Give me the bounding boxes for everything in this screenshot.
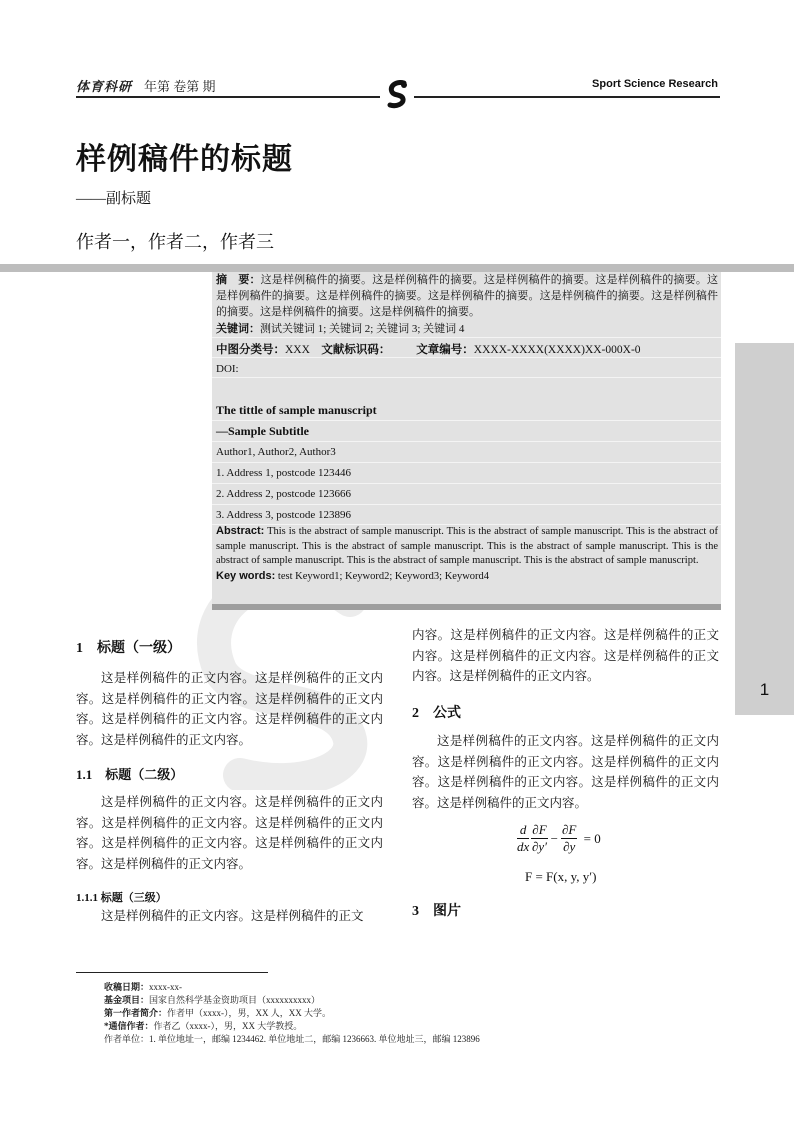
article-no-label: 文章编号： <box>416 344 474 356</box>
footnote-first-author: 第一作者简介：作者甲（xxxx-），男，XX 人，XX 大学。 <box>104 1008 332 1018</box>
en-address-3: 3. Address 3, postcode 123896 <box>216 509 352 521</box>
heading-3: 3 图片 <box>412 904 461 919</box>
page-title: 样例稿件的标题 <box>76 143 293 176</box>
body-paragraph-3: 这是样例稿件的正文内容。这是样例稿件的正文 <box>101 909 364 923</box>
author-list: 作者一，作者二，作者三 <box>76 232 274 252</box>
issue-info: 年第 卷第 期 <box>144 79 216 94</box>
en-address-1: 1. Address 1, postcode 123446 <box>216 467 352 479</box>
side-tab <box>735 343 794 715</box>
title-divider-band <box>0 264 794 272</box>
footnote-affiliation: 作者单位：1. 单位地址一，邮编 1234462. 单位地址二，邮编 1236663. 单位地址三，邮编 123896 <box>104 1034 480 1044</box>
footnote-corresponding: *通信作者：作者乙（xxxx-），男，XX 大学教授。 <box>104 1021 303 1031</box>
classification-line <box>216 342 718 358</box>
en-abstract <box>216 524 718 584</box>
footnote-received: 收稿日期：xxxx-xx- <box>104 982 183 992</box>
abstract-cn-label: 摘 要： <box>216 274 261 286</box>
body-paragraph-4: 这是样例稿件的正文内容。这是样例稿件的正文内容。这是样例稿件的正文内容。这是样例稿件的正文内容。这是样例稿件的正文内容。这是样例稿件的正文内容。这是样例稿件的正文内容。 <box>412 734 719 810</box>
en-subtitle: —Sample Subtitle <box>216 424 310 438</box>
en-authors: Author1, Author2, Author3 <box>216 446 336 458</box>
en-keywords: test Keyword1; Keyword2; Keyword3; Keyword4 <box>275 570 490 582</box>
body-paragraph-1: 这是样例稿件的正文内容。这是样例稿件的正文内容。这是样例稿件的正文内容。这是样例稿件的正文内容。这是样例稿件的正文内容。这是样例稿件的正文内容。这是样例稿件的正文内容。 <box>76 671 383 747</box>
running-header-left <box>76 76 216 95</box>
journal-name-cn: 体育科研 <box>76 79 133 94</box>
heading-1-1: 1.1 标题（二级） <box>76 767 184 782</box>
heading-1: 1 标题（一级） <box>76 641 181 656</box>
body-paragraph-3-continued: 内容。这是样例稿件的正文内容。这是样例稿件的正文内容。这是样例稿件的正文内容。这是样例稿件的正文内容。这是样例稿件的正文内容。 <box>412 628 719 683</box>
en-address-2: 2. Address 2, postcode 123666 <box>216 488 352 500</box>
footnote-rule <box>76 972 268 973</box>
abstract-cn-text: 这是样例稿件的摘要。这是样例稿件的摘要。这是样例稿件的摘要。这是样例稿件的摘要。这是样例稿件的摘要。这是样例稿件的摘要。这是样例稿件的摘要。这是样例稿件的摘要。这是样例稿件的摘要。这是样例稿件的摘要。这是样例稿件的摘要。 <box>216 274 718 319</box>
heading-1-1-1: 1.1.1 标题（三级） <box>76 892 167 904</box>
clc-value: XXX <box>285 344 310 356</box>
abstract-cn <box>216 272 718 336</box>
journal-name-en: Sport Science Research <box>592 78 718 90</box>
keywords-cn-label: 关键词： <box>216 322 260 335</box>
doi: DOI: <box>216 363 239 375</box>
page-subtitle: ——副标题 <box>76 191 152 207</box>
equation-1-rhs: = 0 <box>583 830 601 846</box>
page-number: 1 <box>759 680 770 699</box>
body-paragraph-2: 这是样例稿件的正文内容。这是样例稿件的正文内容。这是样例稿件的正文内容。这是样例稿件的正文内容。这是样例稿件的正文内容。这是样例稿件的正文内容。这是样例稿件的正文内容。 <box>76 795 383 871</box>
journal-logo-icon <box>384 80 412 110</box>
header-rule-right <box>414 96 720 98</box>
article-no-value: XXXX-XXXX(XXXX)XX-000X-0 <box>473 344 641 356</box>
footnotes <box>104 981 480 1046</box>
equation-1: $\frac{d}{dx}$ $\frac{\partial F}{\partial y'}$ − $\frac{\partial F}{\partial y}$ = 0 <box>517 822 601 854</box>
equation-2: F = F(x, y, y′) <box>525 869 597 884</box>
en-keywords-label: Key words: <box>216 569 276 582</box>
en-title: The tittle of sample manuscript <box>216 403 377 417</box>
heading-2: 2 公式 <box>412 706 461 721</box>
en-abstract-text: This is the abstract of sample manuscript. This is the abstract of sample manuscript. This is the abstract of sample manuscript. This is the abstract of sample manuscript. This is the abstract of sample manuscript. This is the abstract of sample manuscript. This is the abstract of sample manuscript. This is the abstract of sample manuscript. <box>216 526 718 567</box>
en-abstract-label: Abstract: <box>216 525 265 537</box>
header-rule-left <box>76 96 380 98</box>
doc-code-label: 文献标识码： <box>321 344 391 356</box>
clc-label: 中图分类号： <box>216 344 285 356</box>
keywords-cn: 测试关键词 1; 关键词 2; 关键词 3; 关键词 4 <box>260 322 465 335</box>
footnote-fund: 基金项目：国家自然科学基金资助项目（xxxxxxxxxx） <box>104 995 321 1005</box>
